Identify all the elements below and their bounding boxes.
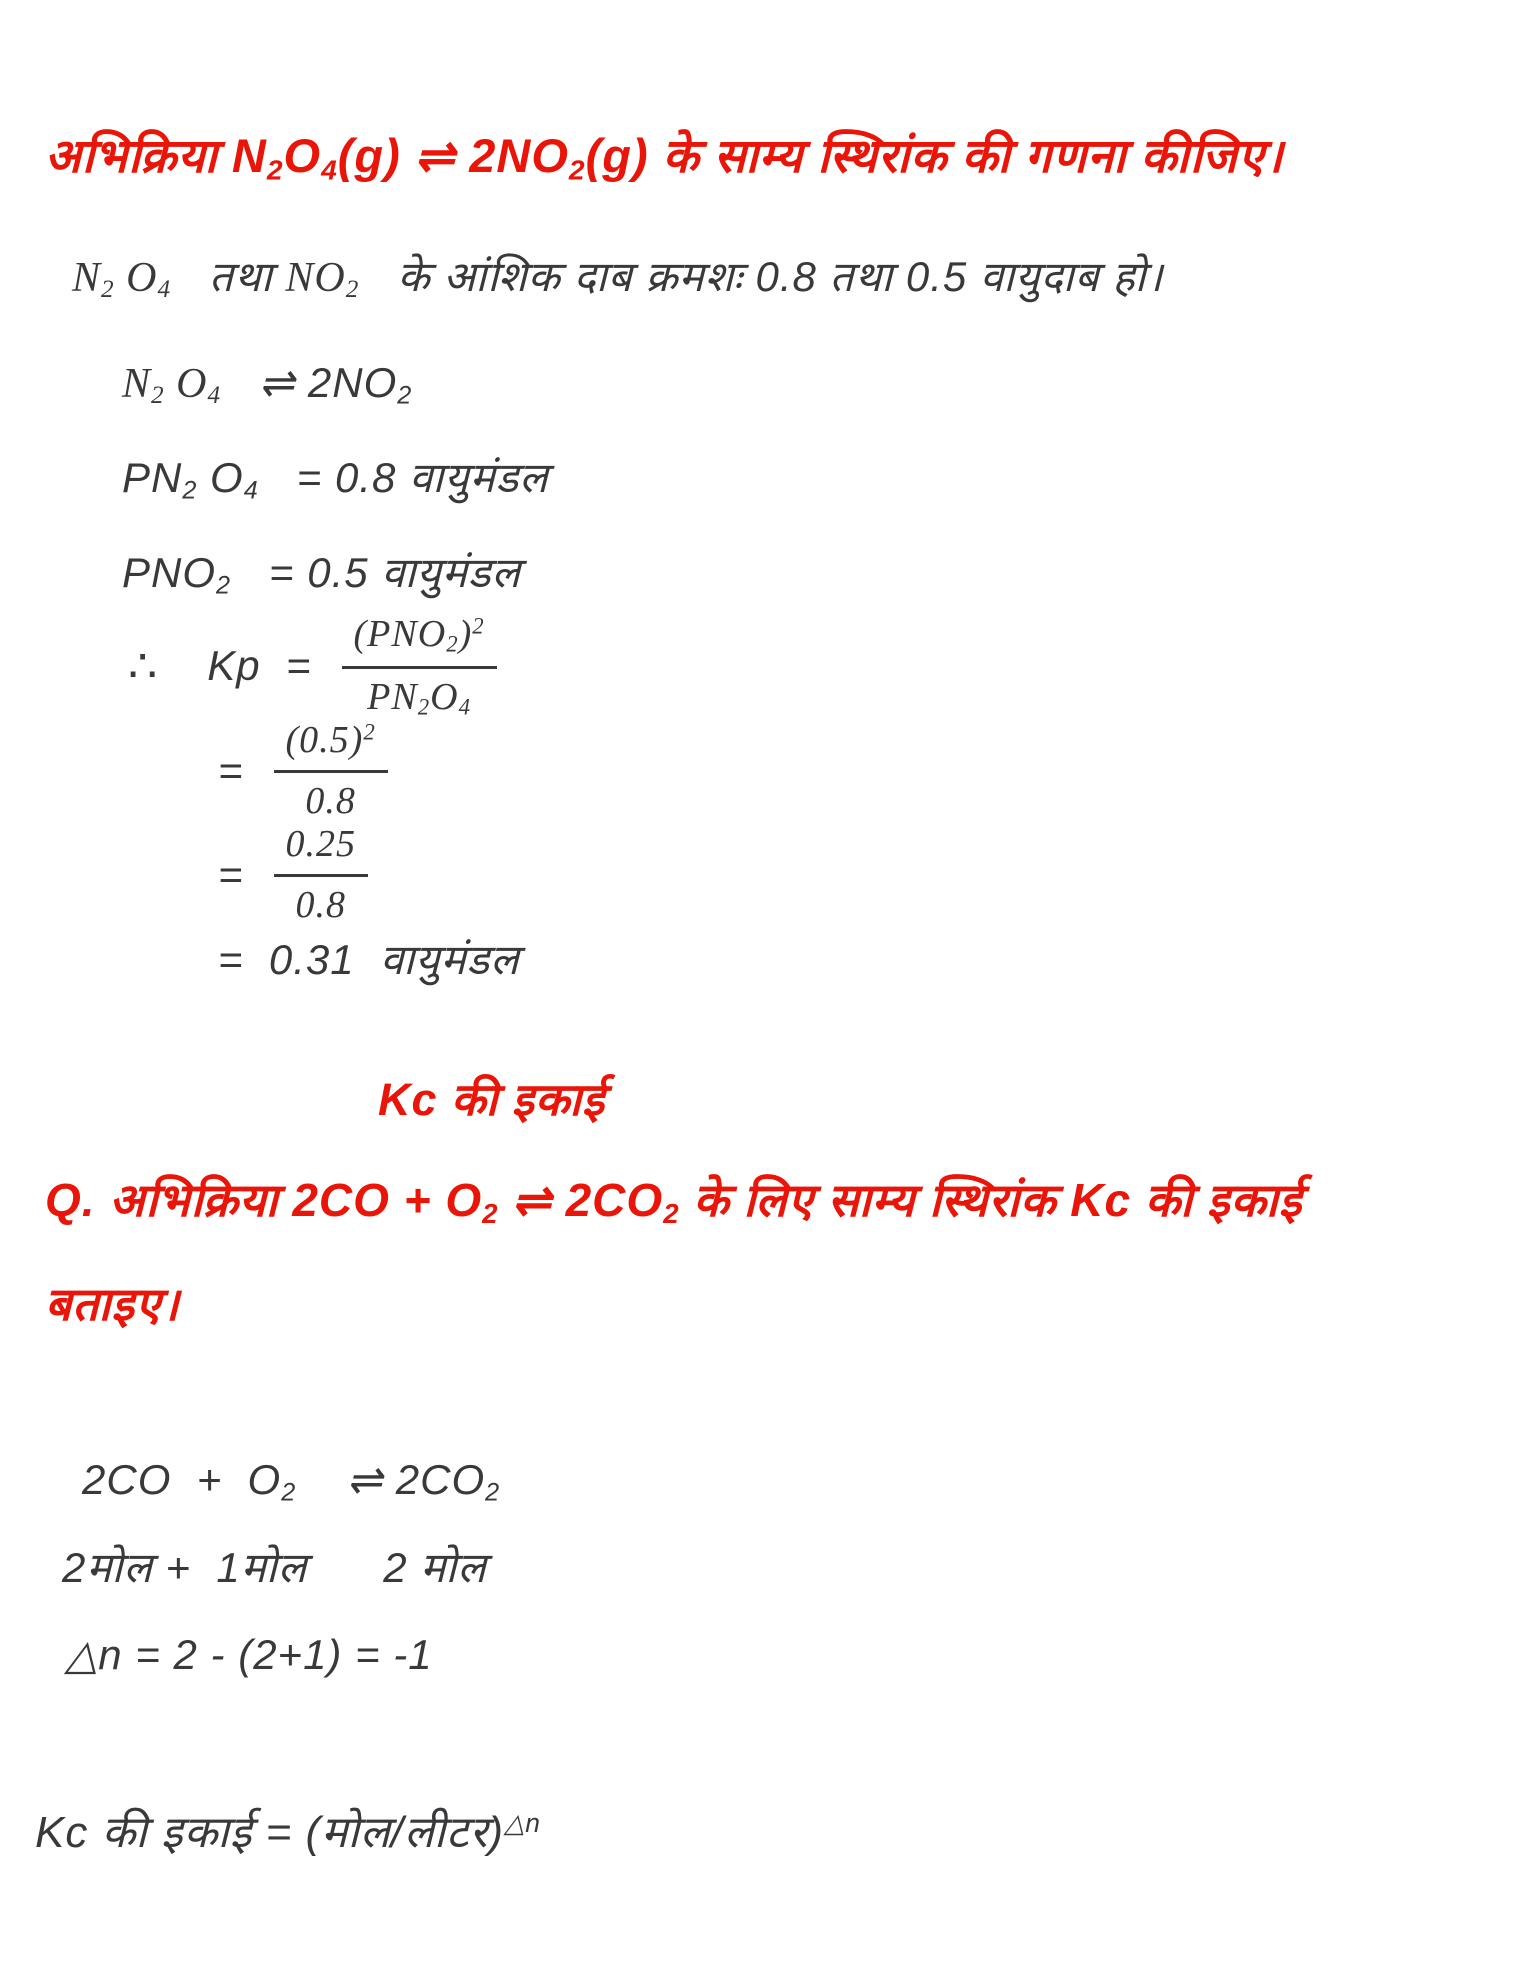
pressure-n2o4: $PN_2$ $O_4 = 0.8$ वायुमंडल xyxy=(122,454,549,505)
simplified-fraction xyxy=(274,822,369,927)
problem2-question-line1: Q. अभिक्रिया $2CO + O_2$ ⇌ $2CO_2$ के लिए साम्य स्थिरांक Kc की इकाई xyxy=(45,1174,1303,1230)
pressure-no2: $PNO_2 = 0.5$ वायुमंडल xyxy=(122,549,521,600)
given-pressures-line: $N_2$ $O_4$ तथा $NO_2$ के आंशिक दाब क्रमशः 0.8 तथा 0.5 वायुदाब हो। xyxy=(72,253,1164,304)
kc-unit-result-line: Kc की इकाई = (मोल/लीटर)$^{\triangle n}$ xyxy=(35,1808,541,1857)
kp-lhs: Kp = xyxy=(207,642,312,690)
fraction-numerator: 0.25 xyxy=(274,822,369,877)
substitution-fraction xyxy=(274,718,388,823)
kc-unit-heading: Kc की इकाई xyxy=(378,1074,606,1125)
problem2-question-line2: बताइए। xyxy=(45,1278,180,1330)
delta-n-line: △n = 2 - (2+1) = -1 xyxy=(65,1631,433,1678)
kp-fraction xyxy=(342,612,497,720)
equals-sign: = xyxy=(218,850,244,898)
equals-sign: = xyxy=(218,746,244,794)
kp-formula-line xyxy=(128,612,497,720)
fraction-denominator: 0.8 xyxy=(295,884,347,926)
problem1-heading: अभिक्रिया $N_2O_4(g)$ ⇌ $2NO_2(g)$ के साम्य स्थिरांक की गणना कीजिए। xyxy=(45,129,1284,186)
fraction-numerator: $(0.5)^2$ xyxy=(274,718,388,773)
fraction-denominator: $PN_2O_4$ xyxy=(367,675,471,720)
fraction-numerator: $(PNO_2)^2$ xyxy=(342,612,497,669)
kp-substitution-line xyxy=(218,718,388,823)
therefore-symbol: ∴ xyxy=(128,640,164,693)
moles-line: 2मोल + 1मोल 2 मोल xyxy=(62,1544,487,1591)
equation-2co-o2: $2CO + O_2$ ⇌ $2CO_2$ xyxy=(82,1456,501,1507)
kp-result-line: = 0.31 वायुमंडल xyxy=(218,936,520,983)
kp-simplified-line xyxy=(218,822,368,927)
equation-n2o4-2no2: $N_2$ $O_4$ ⇌ $2NO_2$ xyxy=(122,359,413,410)
fraction-denominator: 0.8 xyxy=(305,780,356,822)
